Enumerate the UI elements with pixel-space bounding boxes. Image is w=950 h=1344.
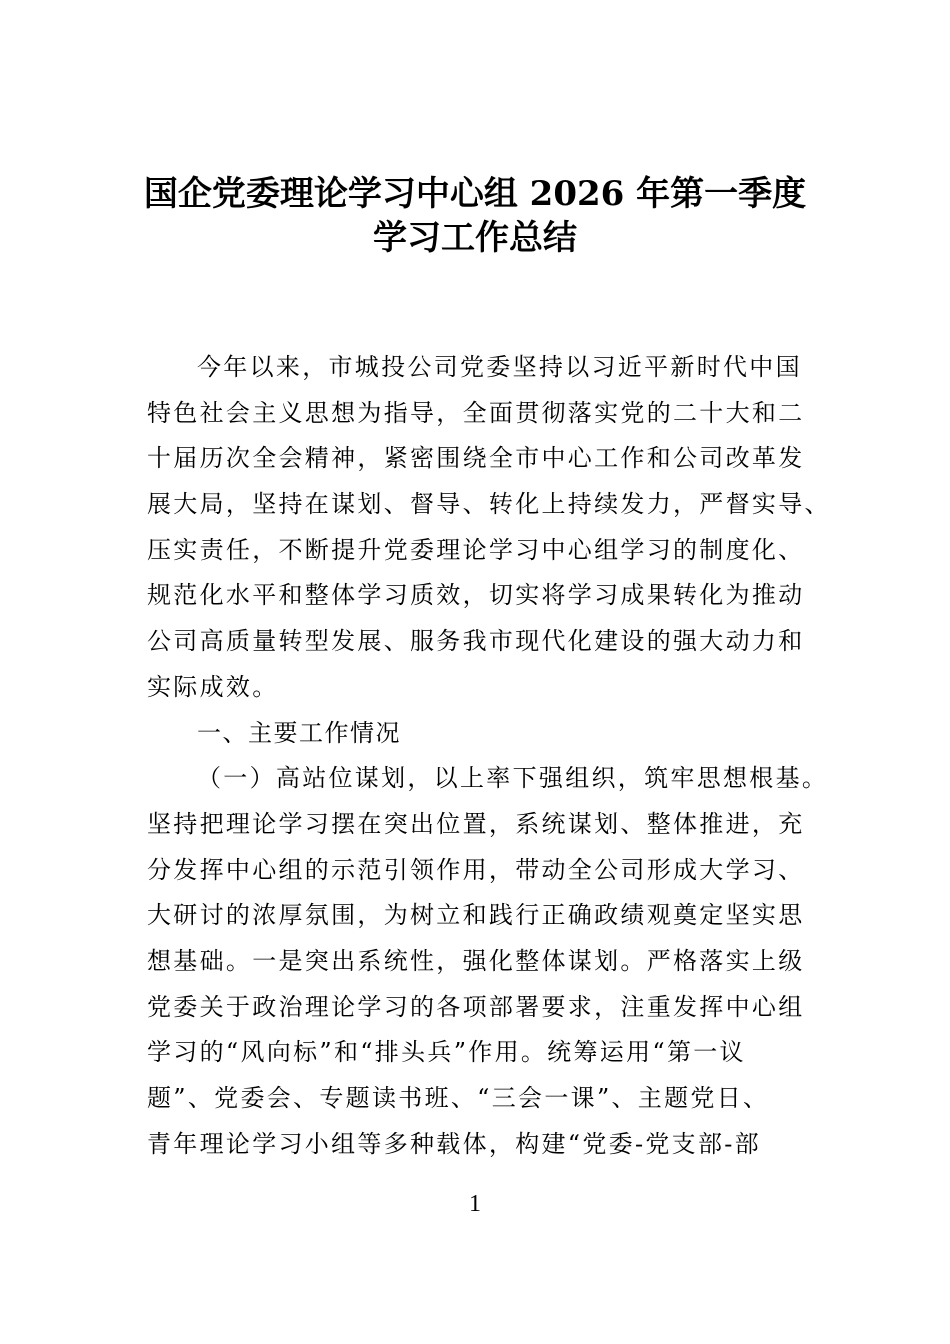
body-line: 学习的“风向标”和“排头兵”作用。统筹运用“第一议	[147, 1038, 746, 1067]
body-line: 规范化水平和整体学习质效，切实将学习成果转化为推动	[147, 581, 805, 610]
body-line: 特色社会主义思想为指导，全面贯彻落实党的二十大和二	[147, 398, 805, 427]
body-line: 公司高质量转型发展、服务我市现代化建设的强大动力和	[147, 627, 805, 656]
body-line: 题”、党委会、专题读书班、“三会一课”、主题党日、	[147, 1084, 770, 1112]
body-line: 坚持把理论学习摆在突出位置，系统谋划、整体推进，充	[147, 809, 805, 838]
body-line: 想基础。一是突出系统性，强化整体谋划。严格落实上级	[147, 946, 805, 975]
body-line: 展大局，坚持在谋划、督导、转化上持续发力，严督实导、	[147, 490, 831, 519]
body-line: 大研讨的浓厚氛围，为树立和践行正确政绩观奠定坚实思	[147, 901, 805, 930]
document-body	[147, 345, 831, 1167]
body-line: 青年理论学习小组等多种载体，构建“党委-党支部-部	[147, 1129, 761, 1158]
document-title-line-2: 学习工作总结	[373, 218, 577, 258]
body-line: 实际成效。	[147, 672, 279, 701]
page-number: 1	[469, 1191, 481, 1217]
body-line: 十届历次全会精神，紧密围绕全市中心工作和公司改革发	[147, 444, 805, 473]
body-line: 今年以来，市城投公司党委坚持以习近平新时代中国	[197, 353, 802, 381]
section-heading: 一、主要工作情况	[197, 718, 401, 747]
body-line: 分发挥中心组的示范引领作用，带动全公司形成大学习、	[147, 855, 805, 884]
body-line: 党委关于政治理论学习的各项部署要求，注重发挥中心组	[147, 992, 805, 1021]
document-title-line-1: 国企党委理论学习中心组 2026 年第一季度	[143, 174, 807, 214]
body-line: 压实责任，不断提升党委理论学习中心组学习的制度化、	[147, 535, 805, 564]
subsection-heading: （一）高站位谋划，以上率下强组织，筑牢思想根基。	[197, 764, 829, 793]
